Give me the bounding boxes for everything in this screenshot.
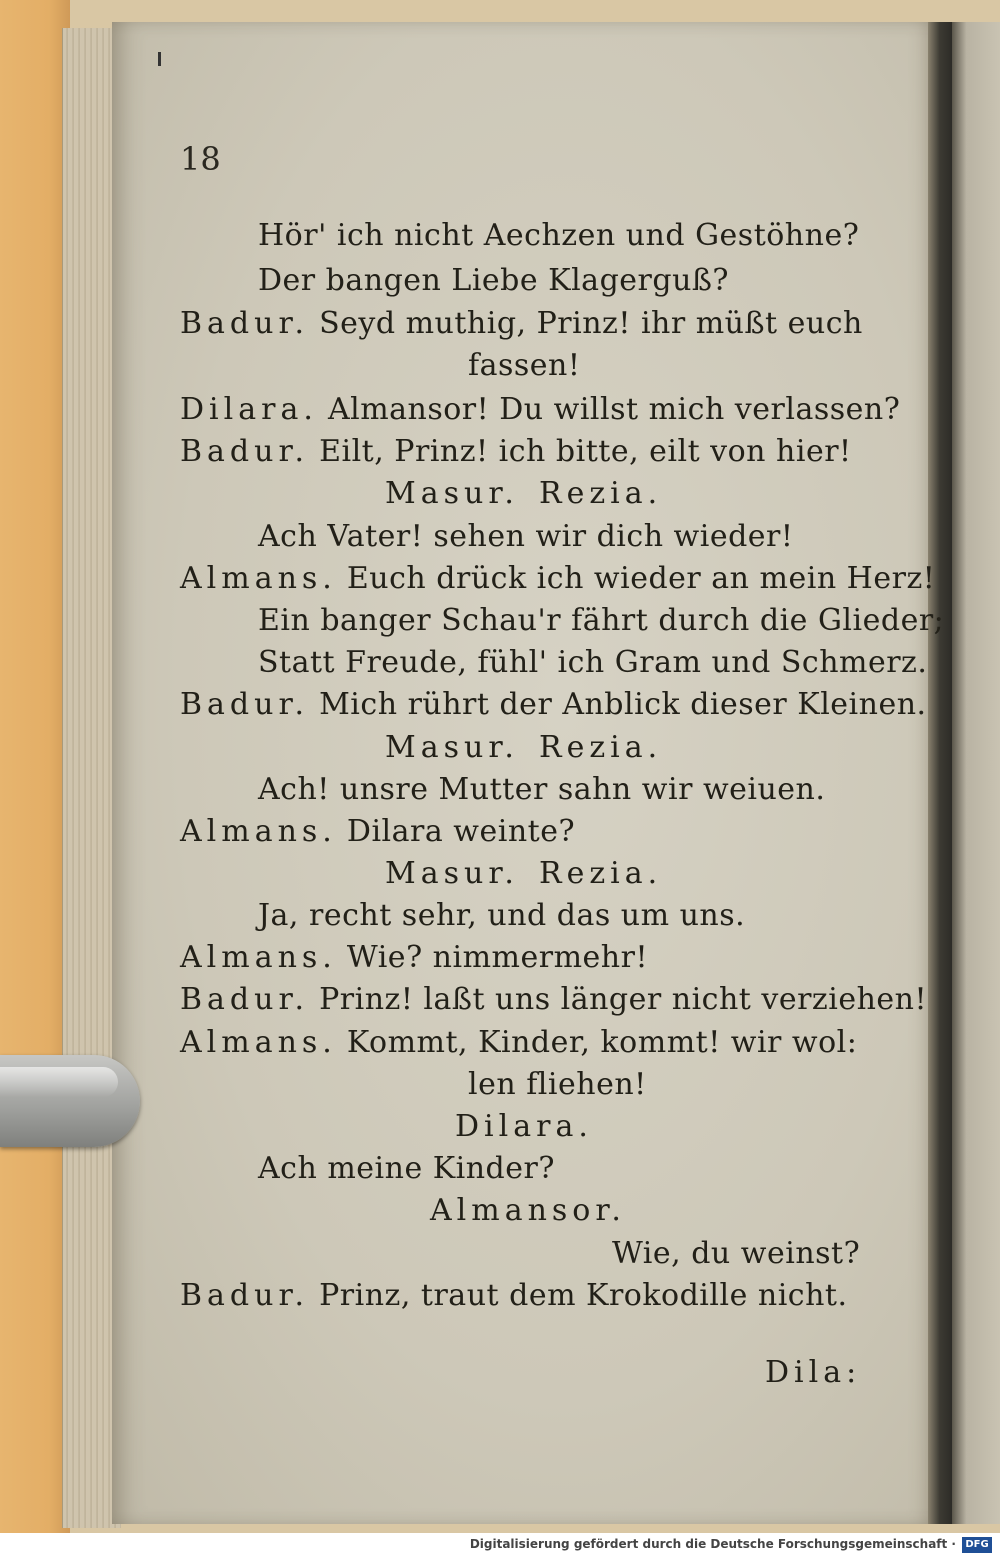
line-text: Ach meine Kinder? [258,1151,555,1186]
text-line-11 [258,645,927,680]
footer-credit: Digitalisierung gefördert durch die Deutsche Forschungsgemeinschaft · [469,1537,956,1551]
text-line-9 [180,561,935,596]
text-line-2 [258,263,729,298]
line-text: Wie? nimmermehr! [346,940,649,975]
line-text: Statt Freude, fühl' ich Gram und Schmerz. [258,645,928,680]
line-text: Wie, du weinst? [612,1236,861,1271]
line-text: Mich rührt der Anblick dieser Kleinen. [319,687,927,722]
line-text: Ja, recht sehr, und das um uns. [258,898,746,933]
text-line-8 [258,519,793,554]
speaker-name: Badur. [180,1278,310,1313]
text-line-4 [468,348,580,383]
text-line-25 [612,1236,860,1271]
speaker-name: Badur. [180,982,310,1017]
line-text: Almansor. [430,1193,626,1228]
text-line-6 [180,434,852,469]
text-line-7 [385,476,662,511]
speaker-name: Badur. [180,306,310,341]
text-line-19 [180,982,927,1017]
line-text: fassen! [468,348,581,383]
line-text: Prinz, traut dem Krokodille nicht. [319,1278,848,1313]
text-line-17 [258,898,745,933]
line-text: Rezia. [538,856,663,891]
text-line-18 [180,940,648,975]
catchword: Dila: [765,1355,862,1390]
line-text: Rezia. [538,730,663,765]
line-text: Ach Vater! sehen wir dich wieder! [258,519,794,554]
line-text: Dilara weinte? [346,814,576,849]
line-text: Kommt, Kinder, kommt! wir wol: [346,1025,858,1060]
text-line-22 [455,1109,593,1144]
line-text: Almansor! Du willst mich verlassen? [327,392,901,427]
line-text: Seyd muthig, Prinz! ihr müßt euch [319,306,863,341]
speaker-name: Masur. [385,476,519,511]
speaker-name: Almans. [180,814,337,849]
text-line-3 [180,306,863,341]
line-text: Prinz! laßt uns länger nicht verziehen! [319,982,928,1017]
text-line-1 [258,218,859,253]
text-line-13 [385,730,662,765]
speaker-name: Badur. [180,434,310,469]
speaker-name: Masur. [385,730,519,765]
text-line-26 [180,1278,848,1313]
speaker-name: Almans. [180,1025,337,1060]
line-text: Ach! unsre Mutter sahn wir weiuen. [258,772,826,807]
line-text: Rezia. [538,476,663,511]
text-line-23 [258,1151,555,1186]
speaker-name: Almans. [180,940,337,975]
speaker-name: Badur. [180,687,310,722]
text-line-21 [468,1067,647,1102]
dfg-logo: DFG [962,1537,992,1553]
line-text: Euch drück ich wieder an mein Herz! [346,561,936,596]
line-text: Der bangen Liebe Klagerguß? [258,263,730,298]
line-text: Dilara. [455,1109,593,1144]
speaker-name: Almans. [180,561,337,596]
text-line-5 [180,392,900,427]
speaker-name: Dilara. [180,392,318,427]
text-line-20 [180,1025,857,1060]
line-text: Eilt, Prinz! ich bitte, eilt von hier! [319,434,852,469]
speaker-name: Masur. [385,856,519,891]
text-line-12 [180,687,927,722]
line-text: Hör' ich nicht Aechzen und Gestöhne? [258,218,860,253]
text-line-10 [258,603,944,638]
text-line-24 [430,1193,626,1228]
line-text: len fliehen! [468,1067,647,1102]
line-text: Ein banger Schau'r fährt durch die Glieder; [258,603,945,638]
book-clip [0,1055,140,1147]
text-line-15 [180,814,575,849]
page-number: 18 [180,140,221,178]
text-line-14 [258,772,825,807]
text-line-16 [385,856,662,891]
